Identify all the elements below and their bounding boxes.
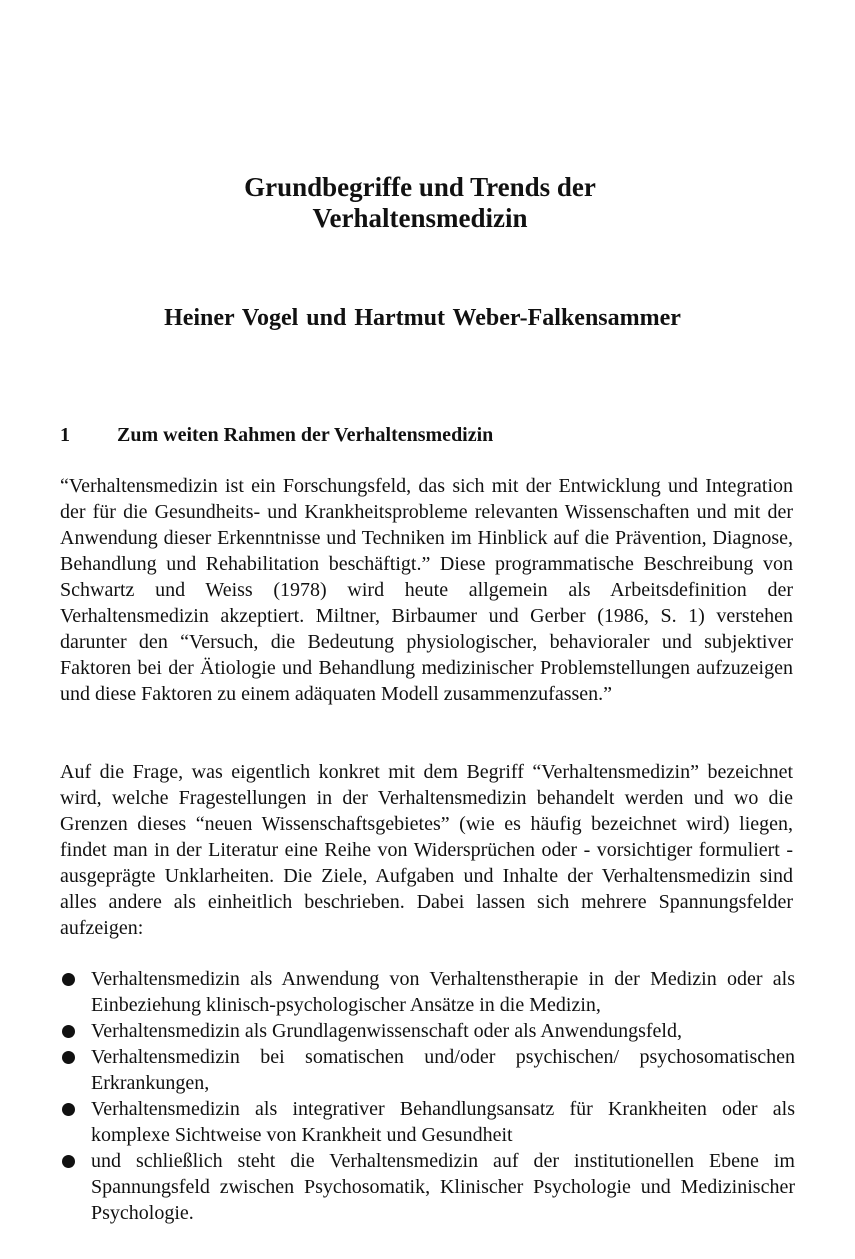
chapter-title (0, 172, 840, 234)
section-title: Zum weiten Rahmen der Verhaltensmedizin (117, 424, 494, 446)
authors: Heiner Vogel und Hartmut Weber-Falkensammer (164, 305, 681, 331)
bullet-icon (62, 1051, 75, 1064)
chapter-title-line-2: Verhaltensmedizin (312, 203, 528, 233)
tension-fields-list (60, 966, 795, 1226)
list-item-text: und schließlich steht die Verhaltensmedizin auf der institutionellen Ebene im Spannungsfeld zwischen Psychosomatik, Klinischer Psychologie und Medizinischer Psychologie. (91, 1150, 795, 1224)
list-item (60, 1044, 795, 1096)
bullet-icon (62, 1155, 75, 1168)
section-number: 1 (60, 424, 70, 446)
bullet-icon (62, 1025, 75, 1038)
chapter-title-line-1: Grundbegriffe und Trends der (244, 172, 596, 202)
list-item (60, 1148, 795, 1226)
list-item-text: Verhaltensmedizin als integrativer Behandlungsansatz für Krankheiten oder als komplexe Sichtweise von Krankheit und Gesundheit (91, 1098, 795, 1146)
list-item (60, 1096, 795, 1148)
bullet-icon (62, 1103, 75, 1116)
list-item-text: Verhaltensmedizin als Grundlagenwissenschaft oder als Anwendungsfeld, (91, 1020, 682, 1042)
body-paragraph-2: Auf die Frage, was eigentlich konkret mit dem Begriff “Verhaltensmedizin” bezeichnet wird, welche Fragestellungen in der Verhaltensmedizin behandelt werden und wo die Grenzen dieses “neuen Wissenschaftsgebietes” (wie es häufig bezeichnet wird) liegen, findet man in der Literatur eine Reihe von Widersprüchen oder - vorsichtiger formuliert - ausgeprägte Unklarheiten. Die Ziele, Aufgaben und Inhalte der Verhaltensmedizin sind alles andere als einheitlich beschrieben. Dabei lassen sich mehrere Spannungsfelder aufzeigen: (60, 761, 793, 939)
bullet-icon (62, 973, 75, 986)
list-item (60, 1018, 795, 1044)
list-item-text: Verhaltensmedizin als Anwendung von Verhaltenstherapie in der Medizin oder als Einbeziehung klinisch-psychologischer Ansätze in die Medizin, (91, 968, 795, 1016)
body-paragraph-1: “Verhaltensmedizin ist ein Forschungsfeld, das sich mit der Entwicklung und Integration der für die Gesundheits- und Krankheitsprobleme relevanten Wissenschaften und mit der Anwendung dieser Erkenntnisse und Techniken im Hinblick auf die Prävention, Diagnose, Behandlung und Rehabilitation beschäftigt.” Diese programmatische Beschreibung von Schwartz und Weiss (1978) wird heute allgemein als Arbeitsdefinition der Verhaltensmedizin akzeptiert. Miltner, Birbaumer und Gerber (1986, S. 1) verstehen darunter den “Versuch, die Bedeutung physiologischer, behavioraler und subjektiver Faktoren bei der Ätiologie und Behandlung medizinischer Problemstellungen aufzuzeigen und diese Faktoren zu einem adäquaten Modell zusammenzufassen.” (60, 475, 793, 705)
list-item-text: Verhaltensmedizin bei somatischen und/oder psychischen/ psychosomatischen Erkrankungen, (91, 1046, 795, 1094)
list-item (60, 966, 795, 1018)
section-heading (60, 422, 800, 448)
